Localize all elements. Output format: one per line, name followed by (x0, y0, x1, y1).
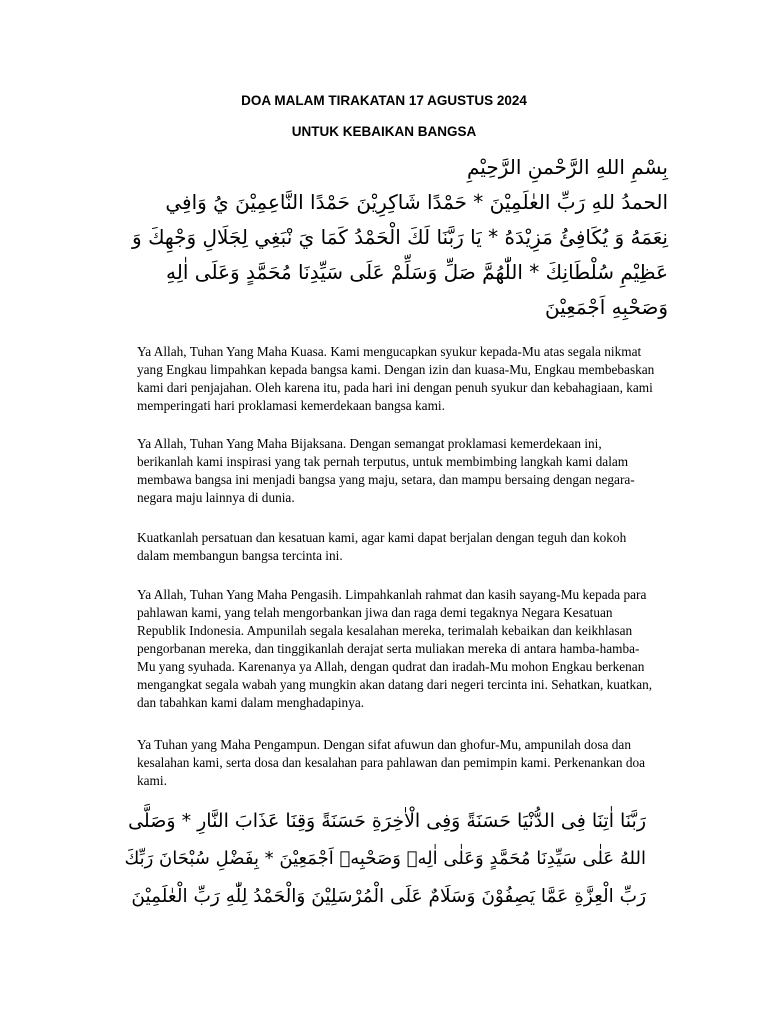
arabic-line: رَبَّنَا اٰتِنَا فِى الدُّنْيَا حَسَنَةً وَفِى الْاٰخِرَةِ حَسَنَةً وَقِنَا عَذَابَ النَّارِ * وَصَلَّى (128, 810, 646, 832)
arabic-line: اللهُ عَلٰى سَيِّدِنَا مُحَمَّدٍ وَعَلٰى اٰلِهٖ وَصَحْبِهٖ اَجْمَعِيْنَ * بِفَضْلِ سُبْحَانَ رَبِّكَ (124, 848, 646, 869)
arabic-line: بِسْمِ اللهِ الرَّحْمنِ الرَّحِيْمِ (466, 155, 668, 179)
arabic-opening-prayer (120, 150, 668, 325)
document-subtitle: UNTUK KEBAIKAN BANGSA (291, 124, 477, 139)
prayer-paragraph: Ya Allah, Tuhan Yang Maha Bijaksana. Dengan semangat proklamasi kemerdekaan ini, berikanlah kami inspirasi yang tak pernah terputus, untuk membimbing langkah kami dalam membawa bangsa ini menjadi bangsa yang maju, setara, dan mampu bersaing dengan negara-negara maju lainnya di dunia. (137, 436, 635, 505)
arabic-line: نِعَمَهُ وَ يُكَافِئُ مَزِيْدَهُ * يَا رَبَّنَا لَكَ الْحَمْدُ كَمَا يَ نْبَغِي لِجَلَالِ وَجْهِكَ وَ (132, 225, 668, 249)
prayer-paragraph: Ya Allah, Tuhan Yang Maha Pengasih. Limpahkanlah rahmat dan kasih sayang-Mu kepada para pahlawan kami, yang telah mengorbankan jiwa dan raga demi tegaknya Negara Kesatuan Republik Indonesia. Ampunilah segala kesalahan mereka, terimalah kebaikan dan keikhlasan pengorbanan mereka, dan tinggikanlah derajat serta muliakan mereka di antara hamba-hamba-Mu yang syuhada. Karenanya ya Allah, dengan qudrat dan iradah-Mu mohon Engkau berkenan mengangkat segala wabah yang mungkin akan datang dari negeri tercinta ini. Sehatkan, kuatkan, dan tabahkan kami dalam menghadapinya. (137, 587, 653, 710)
arabic-line: وَصَحْبِهِ اَجْمَعِيْنَ (544, 295, 668, 319)
document-title: DOA MALAM TIRAKATAN 17 AGUSTUS 2024 (241, 93, 527, 108)
prayer-paragraph: Ya Tuhan yang Maha Pengampun. Dengan sifat afuwun dan ghofur-Mu, ampunilah dosa dan kesalahan kami, serta dosa dan kesalahan para pahlawan dan pemimpin kami. Perkenankan doa kami. (137, 737, 646, 788)
prayer-paragraph: Ya Allah, Tuhan Yang Maha Kuasa. Kami mengucapkan syukur kepada-Mu atas segala nikmat yang Engkau limpahkan kepada bangsa kami. Dengan izin dan kuasa-Mu, Engkau membebaskan kami dari penjajahan. Oleh karena itu, pada hari ini dengan penuh syukur dan kebahagiaan, kami memperingati hari proklamasi kemerdekaan bangsa kami. (137, 344, 655, 413)
prayer-paragraph: Kuatkanlah persatuan dan kesatuan kami, agar kami dapat berjalan dengan teguh dan kokoh dalam membangun bangsa tercinta ini. (137, 530, 627, 563)
arabic-closing-prayer (120, 802, 646, 916)
arabic-line: عَظِيْمِ سُلْطَانِكَ * اللّٰهُمَّ صَلِّ وَسَلِّمْ عَلَى سَيِّدِنَا مُحَمَّدٍ وَعَلَى اٰلِهِ (166, 260, 668, 284)
arabic-line: رَبِّ الْعِزَّةِ عَمَّا يَصِفُوْنَ وَسَلَامٌ عَلَى الْمُرْسَلِيْنَ وَالْحَمْدُ لِلّٰهِ رَبِّ الْعٰلَمِيْنَ (131, 886, 646, 907)
arabic-line: الحمدُ للهِ رَبِّ العٰلَمِيْنَ * حَمْدًا شَاكِرِيْنَ حَمْدًا النَّاعِمِيْنَ يُ وَافِي (165, 190, 668, 214)
